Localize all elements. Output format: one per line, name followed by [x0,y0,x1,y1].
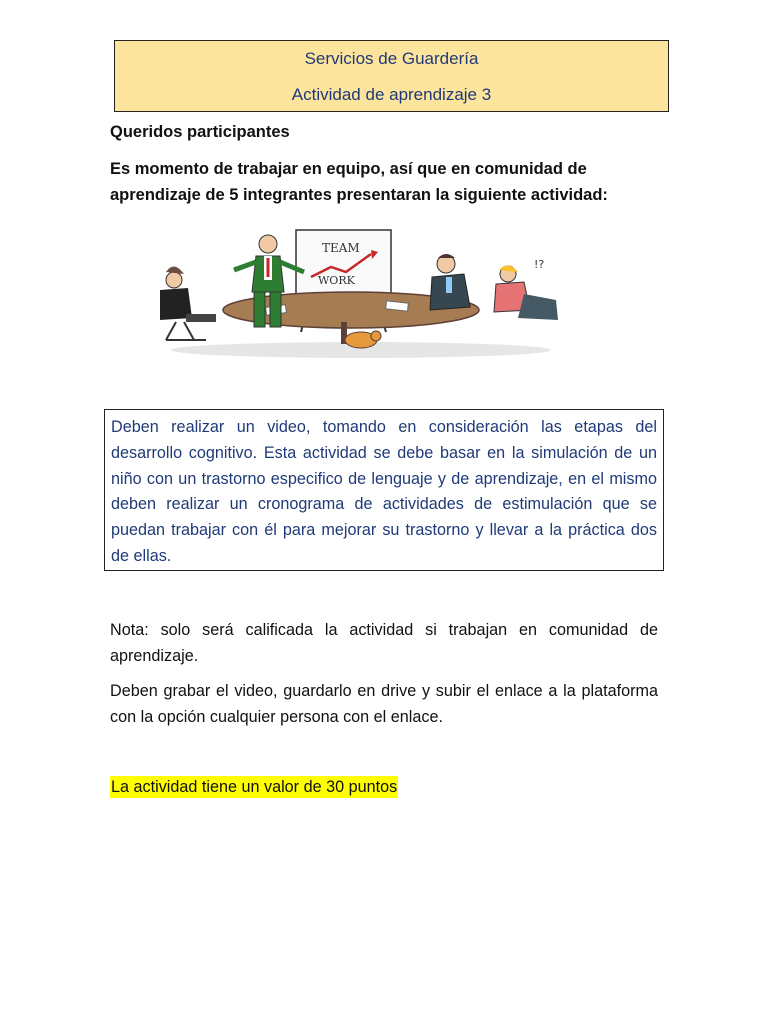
activity-description-box: Deben realizar un video, tomando en consideración las etapas del desarrollo cognitivo. Esta actividad se debe basar en la simulación de un niño con un trastorno especifico de lenguaje y de aprendizaje, en el mismo deben realizar un cronograma de actividades de estimulación que se puedan trabajar con él para mejorar su trastorno y llevar a la práctica dos de ellas. [104,409,664,571]
board-text-team: TEAM [322,241,360,255]
seated-woman-right [494,258,558,320]
seated-man-right [430,254,470,310]
seated-woman-left [160,266,216,340]
document-title: Servicios de Guardería [304,49,479,68]
submission-instructions: Deben grabar el video, guardarlo en drive y subir el enlace a la plataforma con la opción cualquier persona con el enlace. [110,682,658,726]
activity-value-highlight: La actividad tiene un valor de 30 puntos [111,778,398,796]
board-text-work: WORK [318,274,355,287]
header-box [114,40,669,112]
greeting: Queridos participantes [110,123,290,141]
document-subtitle: Actividad de aprendizaje 3 [291,85,492,104]
teamwork-meeting-illustration [146,222,576,362]
svg-text:!?: !? [534,258,545,271]
grading-note: Nota: solo será calificada la actividad si trabajan en comunidad de aprendizaje. [110,621,658,665]
intro-paragraph: Es momento de trabajar en equipo, así que en comunidad de aprendizaje de 5 integrantes presentaran la siguiente actividad: [110,160,608,204]
